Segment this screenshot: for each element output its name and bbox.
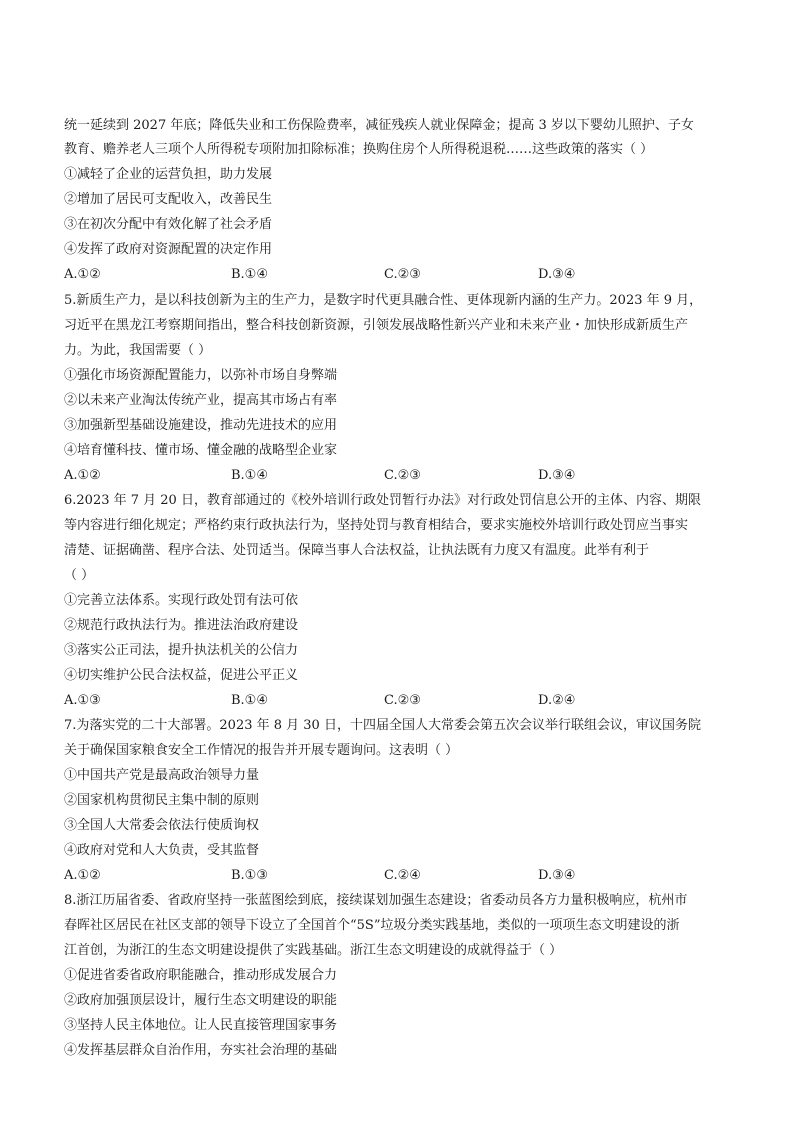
statement-1: ①中国共产党是最高政治领导力量 bbox=[64, 768, 260, 783]
option-c[interactable]: C.②④ bbox=[384, 868, 421, 883]
statement-1: ①完善立法体系。实现行政处罚有法可依 bbox=[64, 593, 299, 608]
statement-3: ③在初次分配中有效化解了社会矛盾 bbox=[64, 217, 273, 232]
question-stem-line: 教育、赡养老人三项个人所得税专项附加扣除标准；换购住房个人所得税退税……这些政策的落实（ ） bbox=[64, 142, 654, 157]
question-stem-line: 7.为落实党的二十大部署。2023 年 8 月 30 日，十四届全国人大常委会第五次会议举行联组会议，审议国务院 bbox=[64, 718, 701, 733]
option-c[interactable]: C.②③ bbox=[384, 267, 421, 282]
option-a[interactable]: A.①② bbox=[64, 468, 101, 483]
statement-1: ①强化市场资源配置能力，以弥补市场自身弊端 bbox=[64, 368, 338, 383]
question-stem-line: 力。为此，我国需要（ ） bbox=[64, 343, 212, 358]
statement-2: ②规范行政执法行为。推进法治政府建设 bbox=[64, 618, 299, 633]
statement-2: ②以未来产业淘汰传统产业，提高其市场占有率 bbox=[64, 393, 338, 408]
question-stem-line: 关于确保国家粮食安全工作情况的报告并开展专题询问。这表明（ ） bbox=[64, 743, 459, 758]
statement-2: ②增加了居民可支配收入，改善民生 bbox=[64, 192, 273, 207]
statement-1: ①促进省委省政府职能融合，推动形成发展合力 bbox=[64, 968, 338, 983]
option-b[interactable]: B.①④ bbox=[231, 267, 268, 282]
question-stem-line: 6.2023 年 7 月 20 日，教育部通过的《校外培训行政处罚暂行办法》对行政处罚信息公开的主体、内容、期限 bbox=[64, 493, 701, 508]
option-b[interactable]: B.①④ bbox=[231, 693, 268, 708]
question-stem-line: 春晖社区居民在社区支部的领导下设立了全国首个“5S”垃圾分类实践基地，类似的一项项生态文明建设的浙 bbox=[64, 918, 680, 933]
option-a[interactable]: A.①② bbox=[64, 868, 101, 883]
option-c[interactable]: C.②③ bbox=[384, 693, 421, 708]
statement-4: ④政府对党和人大负责，受其监督 bbox=[64, 843, 260, 858]
option-b[interactable]: B.①④ bbox=[231, 468, 268, 483]
option-b[interactable]: B.①③ bbox=[231, 868, 268, 883]
statement-4: ④切实维护公民合法权益，促进公平正义 bbox=[64, 668, 299, 683]
option-d[interactable]: D.③④ bbox=[538, 468, 576, 483]
statement-3: ③加强新型基础设施建设，推动先进技术的应用 bbox=[64, 418, 338, 433]
statement-3: ③坚持人民主体地位。让人民直接管理国家事务 bbox=[64, 1018, 338, 1033]
statement-3: ③落实公正司法，提升执法机关的公信力 bbox=[64, 643, 299, 658]
option-d[interactable]: D.③④ bbox=[538, 868, 576, 883]
statement-3: ③全国人大常委会依法行使质询权 bbox=[64, 818, 260, 833]
question-stem-line: 等内容进行细化规定；严格约束行政执法行为，坚持处罚与教育相结合，要求实施校外培训行政处罚应当事实 bbox=[64, 518, 689, 533]
question-stem-line: 清楚、证据确凿、程序合法、处罚适当。保障当事人合法权益，让执法既有力度又有温度。此举有利于 bbox=[64, 543, 650, 558]
statement-2: ②国家机构贯彻民主集中制的原则 bbox=[64, 793, 260, 808]
option-a[interactable]: A.①② bbox=[64, 267, 101, 282]
question-stem-line: （ ） bbox=[64, 568, 95, 583]
question-stem-line: 8.浙江历届省委、省政府坚持一张蓝图绘到底，接续谋划加强生态建设；省委动员各方力量积极响应，杭州市 bbox=[64, 893, 688, 908]
option-d[interactable]: D.③④ bbox=[538, 267, 576, 282]
question-stem-line: 习近平在黑龙江考察期间指出，整合科技创新资源，引领发展战略性新兴产业和未来产业・加快形成新质生产 bbox=[64, 318, 689, 333]
option-a[interactable]: A.①③ bbox=[64, 693, 101, 708]
option-d[interactable]: D.②④ bbox=[538, 693, 576, 708]
question-stem-line: 江首创，为浙江的生态文明建设提供了实践基础。浙江生态文明建设的成就得益于（ ） bbox=[64, 943, 563, 958]
question-stem-line: 5.新质生产力，是以科技创新为主的生产力，是数字时代更具融合性、更体现新内涵的生产力。2023 年 9 月， bbox=[64, 293, 703, 308]
statement-2: ②政府加强顶层设计，履行生态文明建设的职能 bbox=[64, 993, 338, 1008]
statement-4: ④培育懂科技、懂市场、懂金融的战略型企业家 bbox=[64, 443, 338, 458]
statement-4: ④发挥了政府对资源配置的决定作用 bbox=[64, 242, 273, 257]
statement-4: ④发挥基层群众自治作用，夯实社会治理的基础 bbox=[64, 1043, 338, 1058]
question-stem-line: 统一延续到 2027 年底；降低失业和工伤保险费率，减征残疾人就业保障金；提高 3 岁以下婴幼儿照护、子女 bbox=[64, 118, 694, 133]
statement-1: ①减轻了企业的运营负担，助力发展 bbox=[64, 167, 273, 182]
option-c[interactable]: C.②③ bbox=[384, 468, 421, 483]
